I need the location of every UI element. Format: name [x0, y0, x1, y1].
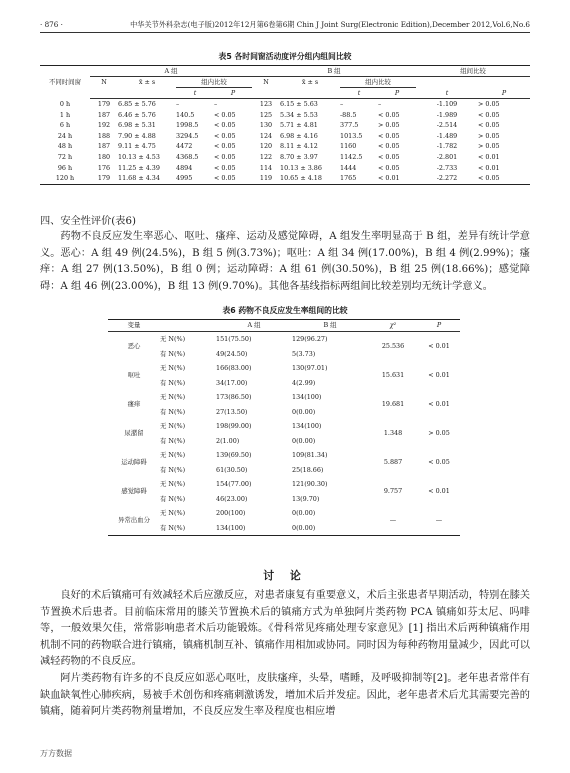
- table6-row-label: 无 N(%): [160, 509, 186, 518]
- table5-header-p-a: P: [214, 88, 252, 99]
- table6-header-var: 变量: [108, 320, 160, 332]
- journal-info: 中华关节外科杂志(电子版)2012年12月第6卷第6期 Chin J Joint Surg(Electronic Edition),December 2012,Vol.6,No.6: [130, 20, 530, 29]
- table6-p: < 0.01: [428, 371, 450, 380]
- table5-header-n-b: N: [263, 78, 269, 87]
- table5-cell: 1998.5: [176, 121, 199, 130]
- table5-cell: 9.11 ± 4.75: [118, 142, 156, 151]
- table5-cell: < 0.05: [478, 110, 500, 119]
- table5-cell: 10.13 ± 3.86: [280, 163, 322, 172]
- table6-cell: 121(90.30): [292, 480, 328, 489]
- table6-variable: 异常出血分: [118, 516, 150, 525]
- table6-row-label: 无 N(%): [160, 422, 186, 431]
- table6-caption: 表6 药物不良反应发生率组间的比较: [222, 306, 348, 315]
- discussion-title: 讨 论: [263, 569, 307, 582]
- table6-cell: 4(2.99): [292, 378, 316, 387]
- section-paragraph: 药物不良反应发生率恶心、呕吐、瘙痒、运动及感觉障碍，A 组发生率明显高于 B 组，差异有统计学意义。恶心：A 组 49 例(24.5%)，B 组 5 例(3.73%)；呕吐：A 组 34 例(17.00%)，B 组 4 例(2.99%)；瘙痒：A 组 27 例(13.50%)，B 组 0 例；运动障碍：A 组 61 例(30.50%)，B 组 25 例(18.66%)；感觉障碍：A 组 46 例(23.00%)，B 组 13 例(9.70%)。其他各基线指标两组间比较差别均无统计学意义。: [40, 231, 530, 292]
- table5-cell: 192: [97, 121, 111, 130]
- table6-p: < 0.01: [428, 487, 450, 496]
- table-row: [40, 152, 530, 163]
- table-row: [108, 390, 460, 405]
- table-row: [40, 99, 530, 110]
- page-header: [40, 18, 530, 33]
- table5-caption: 表5 各时间窗活动度评分组内组间比较: [218, 52, 352, 61]
- table5-cell: 114: [259, 163, 273, 172]
- table5-cell: 140.5: [176, 110, 195, 119]
- table-row: [40, 141, 530, 152]
- table6-variable: 感觉障碍: [121, 487, 147, 496]
- table5-cell: -2.801: [436, 153, 458, 162]
- table6-cell: 134(100): [292, 422, 322, 431]
- table5-cell: 6 h: [59, 121, 71, 130]
- table5-cell: 6.85 ± 5.76: [118, 100, 156, 109]
- table5-cell: 4368.5: [176, 153, 199, 162]
- table5-cell: -1.989: [436, 110, 458, 119]
- table6-cell: 154(77.00): [216, 480, 252, 489]
- table-row: [108, 448, 460, 463]
- table5-cell: 1444: [340, 163, 357, 172]
- table5-cell: < 0.01: [378, 174, 400, 183]
- table5-cell: 179: [97, 174, 111, 183]
- table6-cell: 61(30.50): [216, 465, 248, 474]
- table6: [108, 319, 460, 536]
- table6-row-label: 有 N(%): [160, 465, 186, 474]
- table6-chi: 19.681: [381, 400, 405, 409]
- table5-cell: > 0.05: [478, 142, 500, 151]
- table5-cell: 11.25 ± 4.39: [118, 163, 160, 172]
- discussion-paragraph-2: 阿片类药物有许多的不良反应如恶心呕吐，皮肤瘙痒，头晕，嗜睡，及呼吸抑制等[2]。老年患者常伴有缺血缺氧性心肺疾病，易被手术创伤和疼痛刺激诱发，增加术后并发症。因此，老年患者术后尤其需要完善的镇痛，随着阿片类药物剂量增加，不良反应发生率及程度也相应增: [40, 673, 530, 717]
- table5-header-within-a: 组内比较: [176, 77, 252, 88]
- table5-cell: < 0.05: [214, 174, 236, 183]
- table5-cell: > 0.05: [478, 100, 500, 109]
- table6-chi: 15.631: [381, 371, 405, 380]
- table6-cell: 34(17.00): [216, 378, 248, 387]
- table5-cell: < 0.05: [378, 153, 400, 162]
- table6-row-label: 有 N(%): [160, 349, 186, 358]
- table5-cell: 7.90 ± 4.88: [118, 131, 156, 140]
- table5-cell: 377.5: [340, 121, 359, 130]
- table5-cell: < 0.05: [378, 110, 400, 119]
- table-row: [108, 361, 460, 376]
- table6-cell: 0(0.00): [292, 523, 316, 532]
- table6-cell: 134(100): [292, 393, 322, 402]
- section-heading: 四、安全性评价(表6): [40, 216, 136, 227]
- table5-cell: 124: [259, 131, 273, 140]
- table5-header-p-b: P: [378, 88, 416, 99]
- table6-cell: 130(97.01): [292, 364, 328, 373]
- table6-chi: 25.536: [381, 342, 405, 351]
- table5-cell: < 0.05: [378, 142, 400, 151]
- table6-row-label: 有 N(%): [160, 378, 186, 387]
- table5-cell: -2.272: [436, 174, 458, 183]
- table6-chi: —: [389, 516, 397, 525]
- table5-cell: 6.98 ± 4.16: [280, 131, 318, 140]
- table5-cell: -2.514: [436, 121, 458, 130]
- table5-cell: 176: [97, 163, 111, 172]
- table6-header-chi: χ²: [368, 320, 418, 332]
- table5-cell: -1.109: [436, 100, 458, 109]
- table5-cell: 130: [259, 121, 273, 130]
- table5-cell: < 0.05: [214, 110, 236, 119]
- table5-header-mean-a: x̄ ± s: [138, 78, 156, 87]
- table6-row-label: 无 N(%): [160, 364, 186, 373]
- table6-row-label: 无 N(%): [160, 393, 186, 402]
- page-number: · 876 ·: [40, 20, 63, 29]
- table5-cell: > 0.05: [478, 131, 500, 140]
- table5-cell: 4995: [176, 174, 193, 183]
- table6-p: —: [435, 516, 443, 525]
- table6-variable: 呕吐: [127, 371, 141, 380]
- table5-cell: 96 h: [57, 163, 73, 172]
- table6-variable: 运动障碍: [121, 458, 147, 467]
- table6-row-label: 无 N(%): [160, 480, 186, 489]
- table6-row-label: 有 N(%): [160, 523, 186, 532]
- table5-cell: < 0.05: [214, 153, 236, 162]
- table5-cell: 0 h: [59, 99, 71, 108]
- table5-cell: 6.15 ± 5.63: [280, 100, 318, 109]
- table5-header-group-b: B 组: [252, 66, 416, 77]
- table6-chi: 9.757: [383, 487, 403, 496]
- table6-cell: 200(100): [216, 509, 246, 518]
- table-row: [40, 173, 530, 184]
- table5-header-n-a: N: [101, 78, 107, 87]
- table5-header-time: 不同时间窗: [49, 78, 81, 87]
- table5-cell: < 0.01: [478, 163, 500, 172]
- table5-cell: < 0.01: [478, 153, 500, 162]
- table6-header-a: A 组: [216, 320, 292, 332]
- table5-cell: 1160: [340, 142, 357, 151]
- table6-variable: 尿潴留: [124, 429, 144, 438]
- table5-cell: 8.70 ± 3.97: [280, 153, 318, 162]
- table5-cell: 187: [97, 142, 111, 151]
- table6-cell: 129(96.27): [292, 335, 328, 344]
- table-row: [108, 477, 460, 492]
- table6-chi: 5.887: [383, 458, 403, 467]
- table6-cell: 27(13.50): [216, 407, 248, 416]
- table5-cell: < 0.05: [214, 121, 236, 130]
- table5-cell: 5.71 ± 4.81: [280, 121, 318, 130]
- table6-cell: 49(24.50): [216, 349, 248, 358]
- table5-cell: 6.46 ± 5.76: [118, 110, 156, 119]
- table-row: [108, 419, 460, 434]
- table-row: [108, 506, 460, 521]
- table6-cell: 173(86.50): [216, 393, 252, 402]
- table5-cell: 4472: [176, 142, 193, 151]
- table5-header-group-a: A 组: [90, 66, 252, 77]
- table6-header-p: P: [418, 320, 460, 332]
- table5-cell: 4894: [176, 163, 193, 172]
- table5-cell: 8.11 ± 4.12: [280, 142, 318, 151]
- table5-cell: 1765: [340, 174, 357, 183]
- table5-header-mean-b: x̄ ± s: [301, 78, 319, 87]
- table6-p: < 0.01: [428, 342, 450, 351]
- table6-header-b: B 组: [292, 320, 368, 332]
- table6-row-label: 有 N(%): [160, 436, 186, 445]
- table5-cell: –: [176, 100, 180, 109]
- table6-variable: 瘙痒: [127, 400, 141, 409]
- table5-cell: -1.782: [436, 142, 458, 151]
- table5-cell: 6.98 ± 5.31: [118, 121, 156, 130]
- table5-cell: 187: [97, 110, 111, 119]
- table6-cell: 5(3.73): [292, 349, 316, 358]
- table6-cell: 139(69.50): [216, 451, 252, 460]
- table5-cell: 1013.5: [340, 131, 363, 140]
- table5-cell: < 0.05: [378, 163, 400, 172]
- table6-cell: 0(0.00): [292, 509, 316, 518]
- table6-p: < 0.01: [428, 400, 450, 409]
- table6-cell: 2(1.00): [216, 436, 240, 445]
- table5-cell: < 0.05: [214, 131, 236, 140]
- table5-cell: 120: [259, 142, 273, 151]
- table5-cell: 3294.5: [176, 131, 199, 140]
- table5-cell: –: [378, 100, 382, 109]
- table6-cell: 134(100): [216, 523, 246, 532]
- table-row: [108, 332, 460, 347]
- table6-cell: 109(81.34): [292, 451, 328, 460]
- table5-cell: 1142.5: [340, 153, 363, 162]
- table6-chi: 1.348: [383, 429, 403, 438]
- table6-cell: 166(83.00): [216, 364, 252, 373]
- table5: [40, 65, 530, 185]
- table6-cell: 46(23.00): [216, 494, 248, 503]
- table-row: [40, 163, 530, 174]
- table5-header-p: P: [478, 88, 530, 99]
- table5-header-t-a: t: [176, 88, 214, 99]
- table-row: [40, 131, 530, 142]
- table6-cell: 198(99.00): [216, 422, 252, 431]
- table-row: [40, 110, 530, 121]
- table5-cell: 5.34 ± 5.53: [280, 110, 318, 119]
- table6-row-label: 无 N(%): [160, 451, 186, 460]
- table5-cell: 179: [97, 100, 111, 109]
- table5-cell: 122: [259, 153, 273, 162]
- watermark: 万方数据: [40, 749, 72, 758]
- table5-cell: -2.733: [436, 163, 458, 172]
- table5-cell: < 0.05: [478, 174, 500, 183]
- table5-cell: 48 h: [57, 142, 73, 151]
- table5-header-between: 组间比较: [416, 66, 530, 77]
- table5-cell: -88.5: [340, 110, 357, 119]
- table5-cell: 120 h: [55, 174, 75, 183]
- table5-cell: < 0.05: [214, 163, 236, 172]
- table6-row-label: 无 N(%): [160, 335, 186, 344]
- table6-p: > 0.05: [428, 429, 450, 438]
- table5-cell: -1.489: [436, 131, 458, 140]
- table5-cell: 125: [259, 110, 273, 119]
- table5-header-within-b: 组内比较: [340, 77, 416, 88]
- table5-cell: 10.13 ± 4.53: [118, 153, 160, 162]
- table5-cell: 72 h: [57, 153, 73, 162]
- table5-cell: < 0.05: [478, 121, 500, 130]
- table5-cell: < 0.05: [214, 142, 236, 151]
- table6-p: < 0.05: [428, 458, 450, 467]
- table5-cell: < 0.05: [378, 131, 400, 140]
- table5-cell: 123: [259, 100, 273, 109]
- table5-cell: 24 h: [57, 131, 73, 140]
- table6-row-label: 有 N(%): [160, 407, 186, 416]
- table-row: [40, 120, 530, 131]
- table6-cell: 0(0.00): [292, 436, 316, 445]
- table6-cell: 0(0.00): [292, 407, 316, 416]
- table6-cell: 13(9.70): [292, 494, 320, 503]
- table5-cell: 188: [97, 131, 111, 140]
- table5-cell: 119: [259, 174, 273, 183]
- table5-cell: > 0.05: [378, 121, 400, 130]
- table5-cell: 11.68 ± 4.34: [118, 174, 160, 183]
- table5-header-t-b: t: [340, 88, 378, 99]
- table6-cell: 25(18.66): [292, 465, 324, 474]
- table6-variable: 恶心: [127, 342, 141, 351]
- table5-cell: –: [214, 100, 218, 109]
- table6-cell: 151(75.50): [216, 335, 252, 344]
- discussion-paragraph-1: 良好的术后镇痛可有效减轻术后应激反应，对患者康复有重要意义，术后主张患者早期活动，特别在膝关节置换术后患者。目前临床常用的膝关节置换术后的镇痛方式为单独阿片类药物 PCA 镇痛如芬太尼、吗啡等，一般效果欠佳，常常影响患者术后功能锻炼。《骨科常见疼痛处理专家意见》[1] 指出术后两种镇痛作用机制不同的药物联合进行镇痛，镇痛机制互补、镇痛作用相加或协同。同时因为每种药物用量减少，因此可以减轻药物的不良反应。: [40, 590, 530, 667]
- table5-cell: 180: [97, 153, 111, 162]
- table5-header-t: t: [416, 88, 478, 99]
- table5-cell: –: [340, 100, 344, 109]
- table5-cell: 10.65 ± 4.18: [280, 174, 322, 183]
- table5-cell: 1 h: [59, 110, 71, 119]
- table6-row-label: 有 N(%): [160, 494, 186, 503]
